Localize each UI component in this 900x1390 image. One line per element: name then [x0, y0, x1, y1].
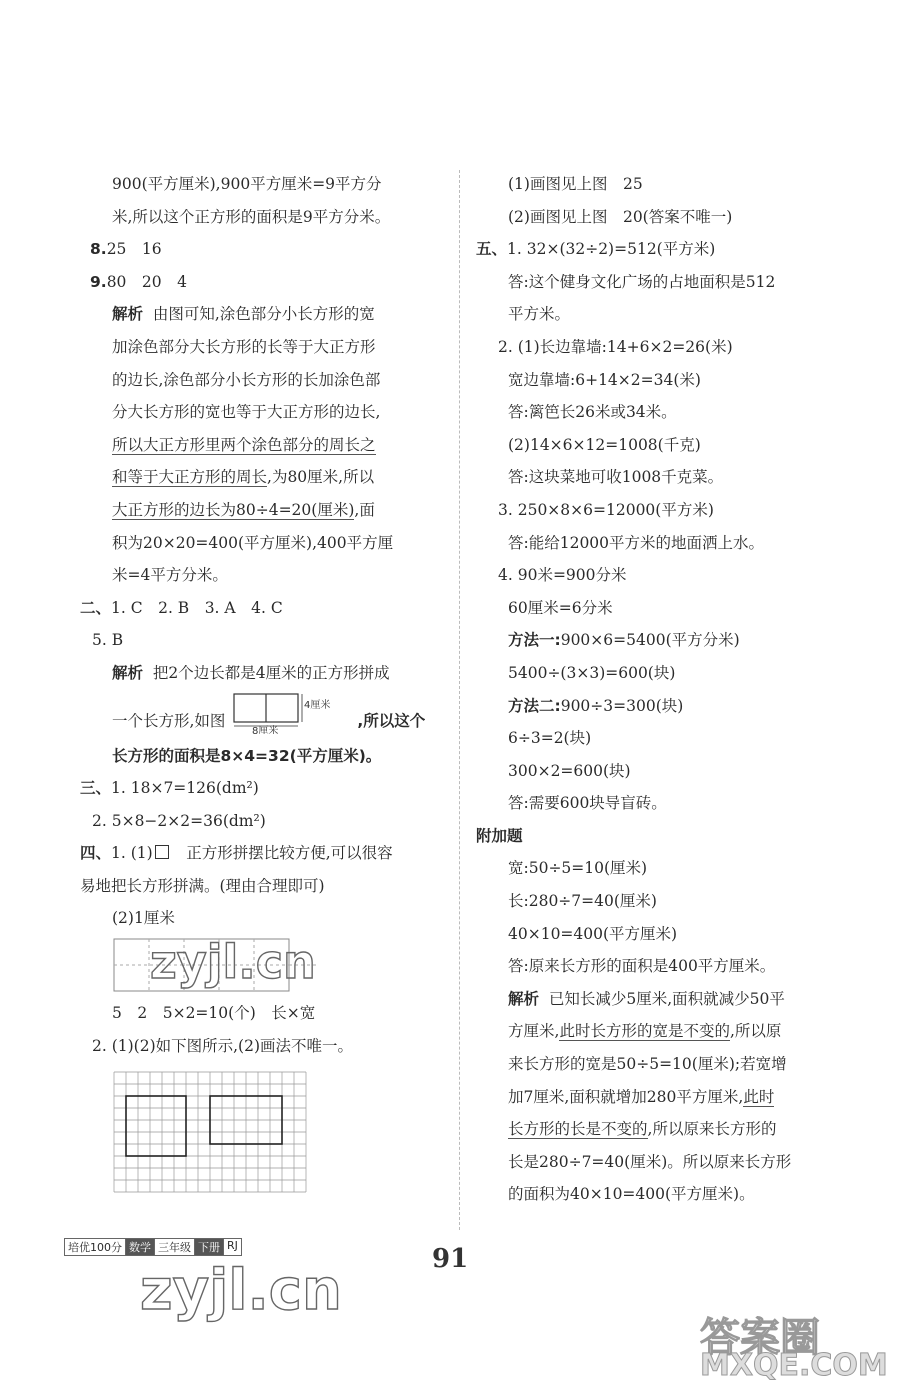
- answer-line: [80, 1030, 450, 1063]
- answer-text: 900÷3=300(块): [560, 696, 684, 715]
- analysis-line: 来长方形的宽是50÷5=10(厘米);若宽增: [508, 1055, 787, 1074]
- section-5: [476, 233, 860, 266]
- answer-9: [80, 266, 450, 299]
- method-label: 方法二:: [508, 696, 561, 715]
- answer-text: 25 16: [106, 240, 162, 259]
- analysis-text: ,为80厘米,所以: [267, 468, 375, 487]
- analysis-line: 积为20×20=400(平方厘米),400平方厘: [112, 533, 394, 552]
- grade-label: 三年级: [154, 1238, 195, 1256]
- analysis-text: 方厘米,: [508, 1022, 560, 1041]
- analysis-line: 分大长方形的宽也等于大正方形的边长,: [112, 403, 381, 422]
- answer-text: 80 20 4: [106, 272, 187, 291]
- answer-line: (2)画图见上图 20(答案不唯一): [508, 207, 733, 226]
- answer-line: 2. (1)长边靠墙:14+6×2=26(米): [498, 337, 733, 356]
- answer-line: 长:280÷7=40(厘米): [508, 892, 657, 911]
- right-column: [476, 168, 860, 1211]
- analysis-line: [80, 429, 450, 462]
- answer-line: 答:原来长方形的面积是400平方厘米。: [508, 957, 776, 976]
- analysis-text: ,所以原来长方形的: [647, 1120, 777, 1139]
- section-2: [80, 592, 450, 625]
- section-3: [80, 772, 450, 805]
- answer-line: (2)1厘米: [112, 909, 175, 928]
- watermark-text: zyjl.cn: [150, 935, 316, 989]
- answer-line: 5400÷(3×3)=600(块): [508, 663, 676, 682]
- analysis-text: 把2个边长都是4厘米的正方形拼成: [152, 663, 390, 682]
- analysis-line: 米=4平方分米。: [112, 566, 228, 585]
- section-4: [80, 837, 450, 870]
- answer-line: 宽边靠墙:6+14×2=34(米): [508, 370, 701, 389]
- text-line: 900(平方厘米),900平方厘米=9平方分: [112, 175, 382, 193]
- underlined-text: 此时长方形的宽是不变的: [559, 1022, 730, 1041]
- analysis-line: 的边长,涂色部分小长方形的长加涂色部: [112, 370, 381, 389]
- term-label: 下册: [194, 1238, 224, 1256]
- answer-line: 易地把长方形拼满。(理由合理即可): [80, 876, 325, 895]
- analysis-line: [476, 1015, 860, 1048]
- edition-label: RJ: [223, 1238, 242, 1256]
- underlined-text: 大正方形的边长为80÷4=20(厘米): [112, 500, 355, 519]
- answer-line: 40×10=400(平方厘米): [508, 924, 678, 943]
- brand-url-watermark: MXQE.COM: [700, 1348, 888, 1383]
- answer-line: 5 2 5×2=10(个) 长×宽: [112, 1004, 316, 1023]
- answer-text: 1. (1): [111, 844, 153, 863]
- underlined-text: 长方形的长是不变的: [508, 1120, 648, 1139]
- watermark-text: zyjl.cn: [140, 1258, 342, 1323]
- analysis-label: 解析: [112, 663, 144, 682]
- question-number: 9.: [90, 272, 107, 291]
- answer-line: 答:篱笆长26米或34米。: [508, 403, 677, 422]
- analysis-line: [80, 690, 450, 740]
- answer-line: [476, 624, 860, 657]
- brand-watermark: 答案圈: [700, 1315, 820, 1361]
- analysis-line: 长方形的面积是8×4=32(平方厘米)。: [112, 746, 382, 765]
- answer-line: 答:能给12000平方米的地面洒上水。: [508, 533, 765, 552]
- answer-line: 6÷3=2(块): [508, 729, 592, 748]
- analysis-line: [476, 1081, 860, 1114]
- figure-height-label: 4厘米: [304, 699, 331, 711]
- analysis-text: ,所以原: [729, 1022, 782, 1041]
- column-divider: [459, 170, 460, 1230]
- answer-text: 900×6=5400(平方分米): [560, 631, 740, 650]
- analysis-line: 的面积为40×10=400(平方厘米)。: [508, 1185, 755, 1204]
- text-line: 米,所以这个正方形的面积是9平方分米。: [112, 207, 391, 226]
- question-number: 8.: [90, 240, 107, 259]
- page-number: 91: [432, 1244, 469, 1274]
- section-label: 二、: [80, 598, 112, 617]
- answer-line: 2. 5×8−2×2=36(dm²): [92, 811, 266, 830]
- analysis-line: [80, 494, 450, 527]
- answer-line: [476, 690, 860, 723]
- section-label: 三、: [80, 779, 112, 798]
- analysis-line: [80, 461, 450, 494]
- answer-line: 答:需要600块导盲砖。: [508, 794, 667, 813]
- answer-line: 平方米。: [508, 305, 571, 324]
- analysis-line: [80, 657, 450, 690]
- series-label: 培优100分: [64, 1238, 126, 1256]
- answer-line: 3. 250×8×6=12000(平方米): [498, 500, 714, 519]
- underlined-text: 此时: [743, 1087, 775, 1106]
- square-icon: [155, 845, 169, 859]
- answer-text: 1. 32×(32÷2)=512(平方米): [507, 240, 716, 259]
- analysis-line: 长是280÷7=40(厘米)。所以原来长方形: [508, 1152, 792, 1171]
- analysis-text: 已知长减少5厘米,面积就减少50平: [548, 989, 785, 1008]
- analysis-line: [476, 983, 860, 1016]
- book-footer-tag: [64, 1238, 241, 1256]
- answer-text: 2. (1)(2)如下图所示,(2)画法不唯一。: [92, 1036, 354, 1055]
- answer-line: 答:这块菜地可收1008千克菜。: [508, 468, 724, 487]
- underlined-text: 和等于大正方形的周长: [112, 468, 268, 487]
- grid-drawing: [112, 1070, 450, 1206]
- section-label: 四、: [80, 844, 112, 863]
- answer-text: 1. C 2. B 3. A 4. C: [111, 598, 283, 617]
- answer-text: 正方形拼摆比较方便,可以很容: [170, 844, 393, 863]
- left-column: [80, 168, 450, 1206]
- answer-line: 答:这个健身文化广场的占地面积是512: [508, 272, 776, 291]
- analysis-text: ,面: [354, 500, 375, 519]
- answer-8: [80, 233, 450, 266]
- answer-line: (1)画图见上图 25: [508, 175, 643, 193]
- underlined-text: 所以大正方形里两个涂色部分的周长之: [112, 435, 376, 454]
- analysis-label: 解析: [508, 989, 540, 1008]
- answer-5: 5. B: [92, 631, 124, 650]
- extra-question-heading: 附加题: [476, 826, 523, 845]
- answer-text: 1. 18×7=126(dm²): [111, 779, 259, 798]
- analysis-text: ,所以这个: [357, 711, 426, 730]
- analysis-line: [80, 298, 450, 331]
- answer-line: 宽:50÷5=10(厘米): [508, 859, 648, 878]
- analysis-text: 一个长方形,如图: [112, 711, 226, 730]
- analysis-text: 由图可知,涂色部分小长方形的宽: [152, 305, 375, 324]
- method-label: 方法一:: [508, 631, 561, 650]
- answer-line: 60厘米=6分米: [508, 598, 613, 617]
- analysis-text: 加7厘米,面积就增加280平方厘米,: [508, 1087, 744, 1106]
- subject-label: 数学: [125, 1238, 155, 1256]
- answer-line: (2)14×6×12=1008(千克): [508, 435, 701, 454]
- analysis-line: [476, 1113, 860, 1146]
- section-label: 五、: [476, 240, 508, 259]
- analysis-label: 解析: [112, 305, 144, 324]
- answer-line: 4. 90米=900分米: [498, 566, 627, 585]
- analysis-line: 加涂色部分大长方形的长等于大正方形: [112, 337, 376, 356]
- drawn-rectangle: [126, 1096, 186, 1156]
- answer-line: 300×2=600(块): [508, 761, 631, 780]
- figure-width-label: 8厘米: [252, 725, 279, 734]
